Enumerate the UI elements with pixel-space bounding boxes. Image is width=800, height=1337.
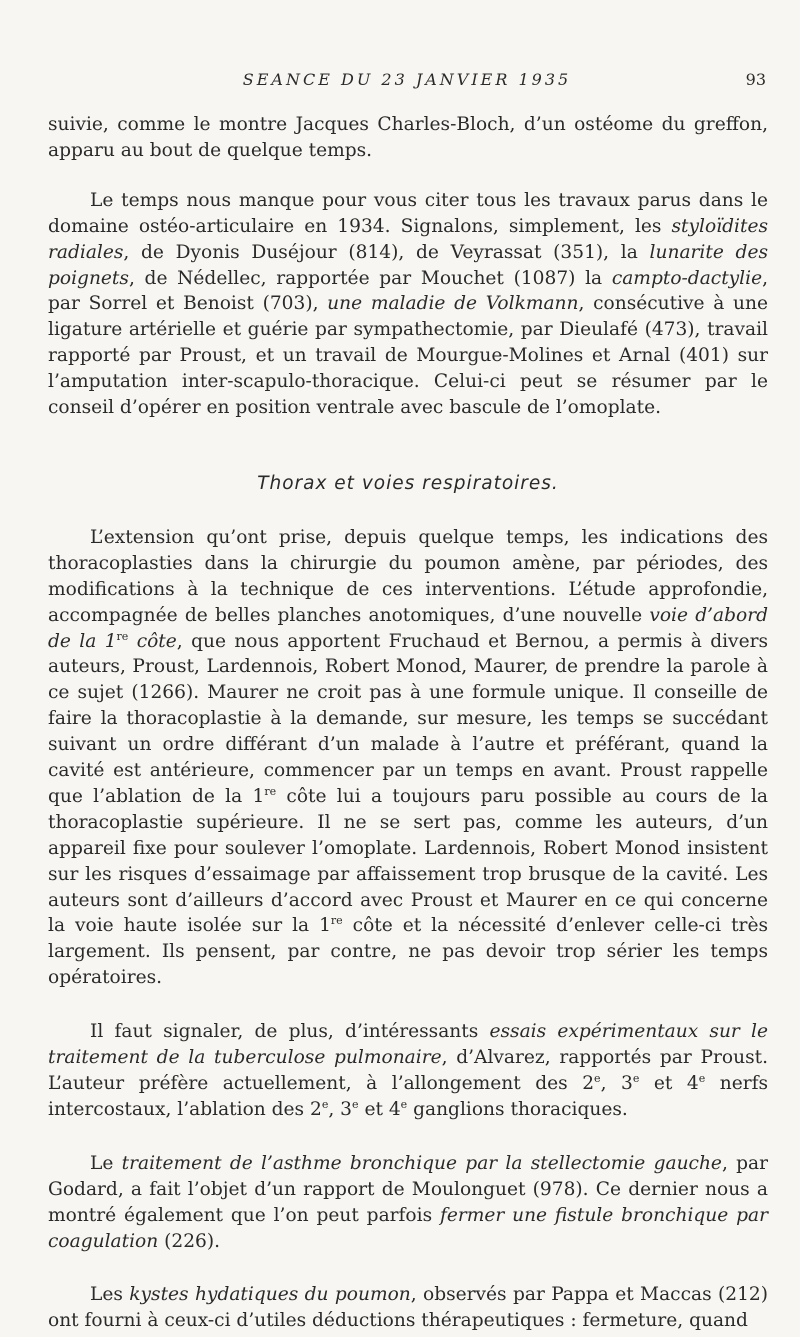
italic-term: une maladie de Volkmann — [327, 293, 579, 315]
text-run: Le temps nous manque pour vous citer tous les travaux parus dans le domaine ostéo-articulaire en 1934. Signalons, simplement, les — [48, 189, 768, 237]
ordinal-suffix: re — [330, 914, 343, 928]
text-run: côte et la nécessité d’enlever celle-ci très largement. Ils pensent, par contre, ne pas devoir trop sérier les temps opératoires. — [48, 915, 768, 989]
italic-term: kystes hydatiques du poumon — [129, 1284, 411, 1306]
text-run: , 3 — [328, 1098, 353, 1120]
paragraph-thoracoplasty — [48, 525, 768, 991]
ordinal-suffix: re — [116, 629, 129, 643]
paragraph-asthma — [48, 1151, 768, 1255]
ordinal-suffix: e — [400, 1097, 408, 1111]
italic-term: styloïdites radiales — [48, 215, 768, 263]
italic-term: campto-dactylie — [611, 267, 763, 289]
text-run: , de Dyonis Duséjour (814), de Veyrassat (351), la — [123, 241, 650, 263]
text-run: et 4 — [639, 1073, 699, 1094]
ordinal-suffix: e — [352, 1097, 359, 1111]
page-number: 93 — [745, 70, 766, 89]
text-run: et 4 — [358, 1098, 401, 1120]
text-run: nerfs intercostaux, l’ablation des 2 — [48, 1073, 769, 1120]
text-run: côte lui a toujours paru possible au cours de la thoracoplastie supérieure. Il ne se sert pas, comme les auteurs, d’un appareil fixe pour soulever l’omoplate. Lardennois, Robert Monod insistent sur les risques d’essaimage par affaissement trop brusque de la cavité. Les auteurs sont d’ailleurs d’accord avec Proust et Maurer en ce qui concerne la voie haute isolée sur la 1 — [48, 785, 768, 937]
italic-term: lunarite des poignets — [48, 241, 768, 289]
italic-term: voie d’abord de la 1 — [48, 604, 768, 652]
text-run: , que nous apportent Fruchaud et Bernou, a permis à divers auteurs, Proust, Lardennois, Robert Monod, Maurer, de prendre la parole à ce sujet (1266). Maurer ne croit pas à une formule unique. Il conseille de faire la thoracoplastie à la demande, sur mesure, les temps se succédant suivant un ordre différant d’un malade à l’autre et préférant, quand la cavité est antérieure, commencer par un temps en avant. Proust rappelle que l’ablation de la 1 — [48, 630, 769, 807]
italic-term: fermer une fistule bronchique par coagulation — [48, 1204, 768, 1252]
text-run: Les — [90, 1284, 130, 1306]
italic-term: côte — [128, 630, 177, 652]
text-run: , de Nédellec, rapportée par Mouchet (1087) la — [128, 267, 612, 289]
text-run: , d’Alvarez, rapportés par Proust. L’auteur préfère actuellement, à l’allongement des 2 — [48, 1047, 768, 1094]
text-run: , par Sorrel et Benoist (703), — [48, 267, 768, 315]
page-header — [48, 70, 766, 100]
text-run: Le — [90, 1152, 122, 1174]
ordinal-suffix: re — [264, 784, 277, 798]
ordinal-suffix: e — [321, 1097, 329, 1111]
paragraph-text: suivie, comme le montre Jacques Charles-Bloch, d’un ostéome du greffon, apparu au bout de quelque temps. — [48, 114, 768, 161]
italic-term: traitement de l’asthme bronchique par la stellectomie gauche — [121, 1152, 722, 1174]
running-title: SEANCE DU 23 JANVIER 1935 — [242, 70, 572, 89]
text-run: (226). — [158, 1230, 221, 1252]
paragraph-tuberculosis — [48, 1019, 768, 1123]
ordinal-suffix: e — [632, 1071, 640, 1085]
paragraph-continued — [48, 112, 768, 164]
text-run: , observés par Pappa et Maccas (212) ont fourni à ceux-ci d’utiles déductions thérapeutiques : fermeture, quand — [48, 1284, 768, 1332]
text-run: Il faut signaler, de plus, d’intéressants — [90, 1021, 490, 1043]
ordinal-suffix: e — [698, 1071, 706, 1085]
paragraph-osteo-articular — [48, 188, 768, 421]
text-run: , par Godard, a fait l’objet d’un rapport de Moulonguet (978). Ce dernier nous a montré également que l’on peut parfois — [48, 1152, 768, 1226]
page-body — [48, 112, 768, 1334]
section-heading: Thorax et voies respiratoires. — [257, 472, 559, 494]
paragraph-hydatid-cysts — [48, 1282, 768, 1334]
text-run: , 3 — [600, 1073, 633, 1094]
text-run: L’extension qu’ont prise, depuis quelque temps, les indications des thoracoplasties dans la chirurgie du poumon amène, par périodes, des modifications à la technique de ces interventions. L’étude approfondie, accompagnée de belles planches anotomiques, d’une nouvelle — [48, 526, 768, 626]
ordinal-suffix: e — [594, 1071, 601, 1085]
text-run: ganglions thoraciques. — [407, 1098, 628, 1120]
italic-term: essais expérimentaux sur le traitement de la tuberculose pulmonaire — [48, 1021, 768, 1069]
text-run: , consécutive à une ligature artérielle et guérie par sympathectomie, par Dieulafé (473), travail rapporté par Proust, et un travail de Mourgue-Molines et Arnal (401) sur l’amputation inter-scapulo-thoracique. Celui-ci peut se résumer par le conseil d’opérer en position ventrale avec bascule de l’omoplate. — [48, 293, 768, 419]
